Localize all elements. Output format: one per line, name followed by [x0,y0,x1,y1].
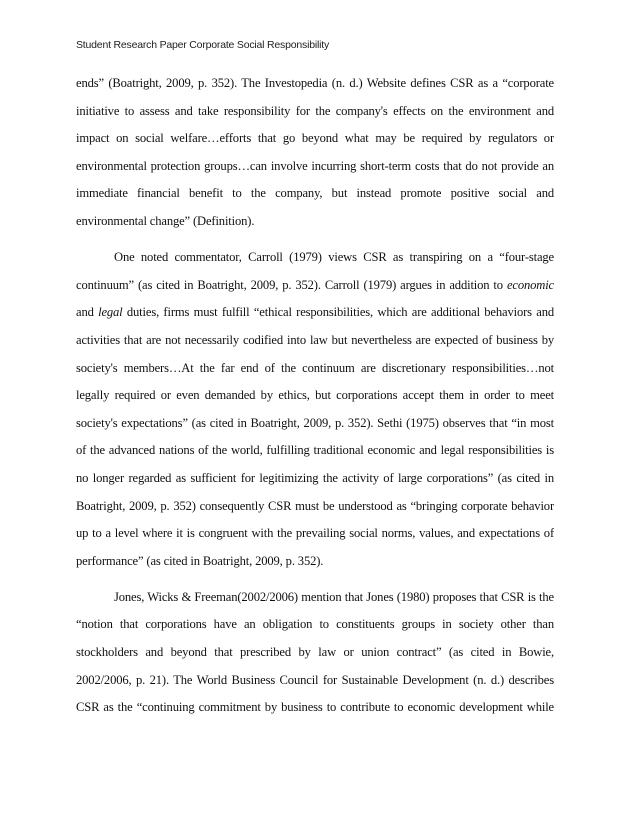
italic-term-legal: legal [98,305,123,320]
text-line: environmental protection groups…can involve incurring short-term costs that do not provide an [76,158,554,173]
text-line: Boatright, 2009, p. 352) consequently CSR must be understood as “bringing corporate behavior [76,498,554,513]
text-line: performance” (as cited in Boatright, 2009, p. 352). [76,553,324,568]
text-line: Jones, Wicks & Freeman(2002/2006) mention that Jones (1980) proposes that CSR is the [114,589,554,604]
text-line: environmental change” (Definition). [76,213,255,228]
text-line: of the advanced nations of the world, fulfilling traditional economic and legal responsibilities is [76,443,554,458]
text-line [76,299,554,327]
text-line: legally required or even demanded by ethics, but corporations accept them in order to meet [76,388,554,403]
running-head: Student Research Paper Corporate Social Responsibility [76,39,330,51]
text-span: duties, firms must fulfill “ethical responsibilities, which are additional behaviors and [126,305,554,320]
text-line: impact on social welfare…efforts that go beyond what may be required by regulators or [76,131,554,146]
text-line: CSR as the “continuing commitment by business to contribute to economic development while [76,700,554,715]
paragraph-2 [76,244,554,575]
italic-term-economic: economic [506,277,554,292]
text-line: One noted commentator, Carroll (1979) views CSR as transpiring on a “four-stage [114,250,554,265]
text-line: “notion that corporations have an obligation to constituents groups in society other than [76,617,554,632]
text-line: ends” (Boatright, 2009, p. 352). The Investopedia (n. d.) Website defines CSR as a “corporate [76,76,554,90]
text-line: no longer regarded as sufficient for legitimizing the activity of large corporations” (as cited in [76,470,554,485]
paragraph-1 [76,70,554,236]
text-span: and [76,305,94,320]
text-line: 2002/2006, p. 21). The World Business Council for Sustainable Development (n. d.) describes [76,672,554,687]
text-line: immediate financial benefit to the company, but instead promote positive social and [76,186,554,201]
body-text [76,70,554,722]
text-line: society's members…At the far end of the continuum are discretionary responsibilities…not [76,360,554,375]
text-line [76,272,554,300]
text-span: continuum” (as cited in Boatright, 2009, p. 352). Carroll (1979) argues in addition to [76,277,503,292]
paragraph-3 [76,584,554,722]
text-line: stockholders and beyond that prescribed by law or union contract” (as cited in Bowie, [76,645,554,660]
text-line: society's expectations” (as cited in Boatright, 2009, p. 352). Sethi (1975) observes that “in most [76,415,554,430]
text-line: activities that are not necessarily codified into law but nevertheless are expected of business by [76,332,554,347]
text-line: up to a level where it is congruent with the prevailing social norms, values, and expectations of [76,526,554,541]
text-line: initiative to assess and take responsibility for the company's effects on the environment and [76,103,554,118]
